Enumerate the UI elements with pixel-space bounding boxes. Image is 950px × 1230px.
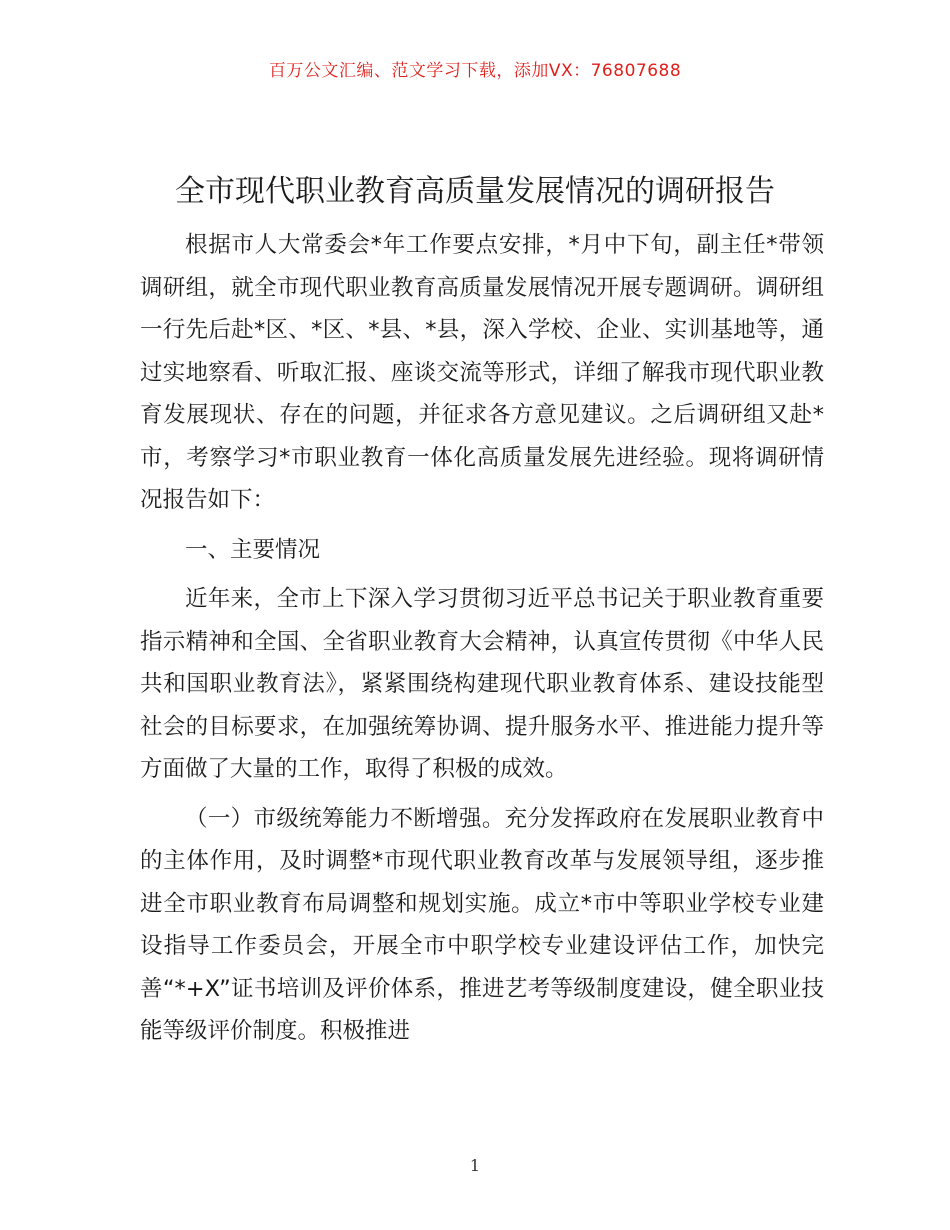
intro-paragraph: 根据市人大常委会*年工作要点安排，*月中下旬，副主任*带领调研组，就全市现代职业教育高质量发展情况开展专题调研。调研组一行先后赴*区、*区、*县、*县，深入学校、企业、实训基地等，通过实地察看、听取汇报、座谈交流等形式，详细了解我市现代职业教育发展现状、存在的问题，并征求各方意见建议。之后调研组又赴*市，考察学习*市职业教育一体化高质量发展先进经验。现将调研情况报告如下： [140, 232, 824, 513]
document-title: 全市现代职业教育高质量发展情况的调研报告 [175, 174, 775, 209]
page-number: 1 [469, 1156, 481, 1175]
promo-header-banner: 百万公文汇编、范文学习下载，添加VX：76807688 [268, 61, 682, 81]
body-paragraph: （一）市级统筹能力不断增强。充分发挥政府在发展职业教育中的主体作用，及时调整*市现代职业教育改革与发展领导组，逐步推进全市职业教育布局调整和规划实施。成立*市中等职业学校专业建设指导工作委员会，开展全市中职学校专业建设评估工作，加快完善“*+X”证书培训及评价体系，推进艺考等级制度建设，健全职业技能等级评价制度。积极推进 [140, 805, 824, 1044]
section-heading: 一、主要情况 [185, 536, 321, 563]
document-body [140, 224, 824, 1060]
body-paragraph: 近年来，全市上下深入学习贯彻习近平总书记关于职业教育重要指示精神和全国、全省职业教育大会精神，认真宣传贯彻《中华人民共和国职业教育法》，紧紧围绕构建现代职业教育体系、建设技能型社会的目标要求，在加强统筹协调、提升服务水平、推进能力提升等方面做了大量的工作，取得了积极的成效。 [140, 586, 824, 782]
